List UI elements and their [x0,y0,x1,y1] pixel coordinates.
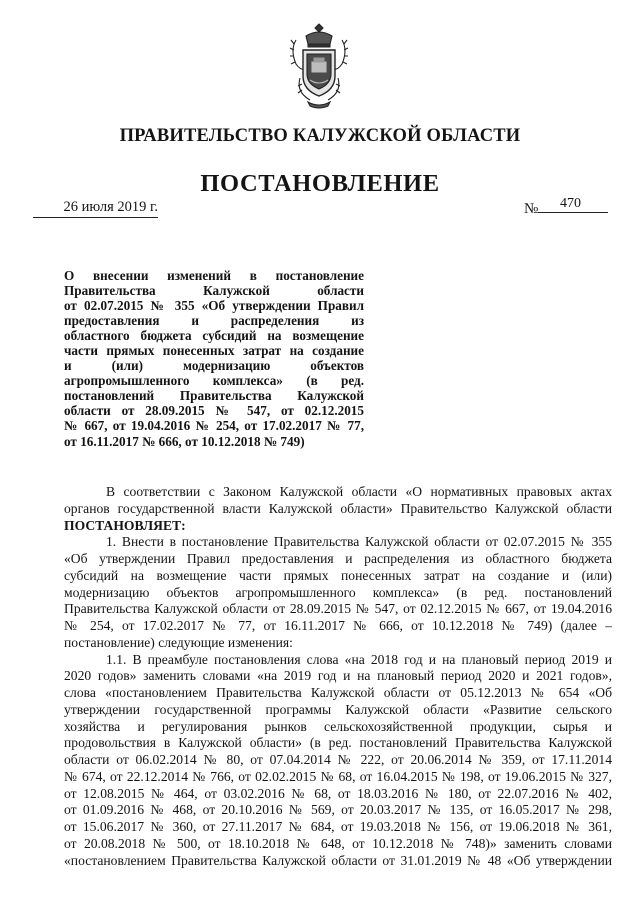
body-line: постановление) следующие изменения: [64,634,293,650]
body-line: № 254, от 17.02.2017 № 77, от 16.11.2017 № 666, от 10.12.2018 № 749) (далее – [64,618,612,633]
body-line: от 20.08.2018 № 500, от 18.10.2018 № 648, от 10.12.2018 № 748)» заменить словами [64,835,612,851]
body-line: 2020 годов» заменить словами «на 2019 год и на плановый период 2020 и 2021 годов», [64,668,612,684]
subject-line: постановлений Правительства Калужской [64,388,364,404]
subject-line: областного бюджета субсидий на возмещение [64,328,364,344]
subject-line: О внесении изменений в постановление [64,268,364,283]
body-line: «Об утверждении Правил предоставления и распределения из областного бюджета [64,551,612,566]
body-line: модернизацию объектов агропромышленного комплекса» (в ред. постановлений [64,584,612,600]
subject-line: Правительства Калужской области [64,283,364,299]
number-underline [538,212,608,213]
body-text [64,484,612,869]
body-line: слова «постановлением Правительства Калужской области от 05.12.2013 № 654 «Об [64,685,612,700]
subject-line: части прямых понесенных затрат на создание [64,343,364,359]
body-line: 1.1. В преамбуле постановления слова «на 2018 год и на плановый период 2019 и [106,651,612,667]
coat-of-arms-emblem [288,22,350,112]
document-number: 470 [560,196,581,211]
body-line: утверждении государственной программы Калужской области «Развитие сельского [64,701,612,717]
body-line: органов государственной власти Калужской области» Правительство Калужской области [64,500,612,516]
body-line: хозяйства и регулирования рынков сельскохозяйственной продукции, сырья и [64,718,612,734]
government-title: ПРАВИТЕЛЬСТВО КАЛУЖСКОЙ ОБЛАСТИ [119,126,521,146]
subject-line: от 16.11.2017 № 666, от 10.12.2018 № 749) [64,433,305,449]
document-type-heading: ПОСТАНОВЛЕНИЕ [200,170,440,197]
body-line: продовольствия в Калужской области» (в ред. постановлений Правительства Калужской [64,735,612,751]
subject-line: агропромышленного комплекса» (в ред. [64,373,364,389]
body-line: 1. Внести в постановление Правительства Калужской области от 02.07.2015 № 355 [106,534,612,550]
body-line: от 12.08.2015 № 464, от 03.02.2016 № 68, от 18.03.2016 № 180, от 22.07.2016 № 402, [64,785,612,801]
subject-line: № 667, от 19.04.2016 № 254, от 17.02.2017 № 77, [64,418,364,434]
body-line: № 674, от 22.12.2014 № 766, от 02.02.2015 № 68, от 16.04.2015 № 198, от 19.06.2015 № 327, [64,768,612,784]
body-line: области от 06.02.2014 № 80, от 07.04.2014 № 222, от 20.06.2014 № 359, от 17.11.2014 [64,752,612,767]
subject-block [64,268,364,449]
body-line: от 15.06.2017 № 360, от 27.11.2017 № 684, от 19.03.2018 № 156, от 19.06.2018 № 361, [64,819,612,834]
subject-line: от 02.07.2015 № 355 «Об утверждении Правил [64,298,364,314]
subject-line: предоставления и распределения из [64,313,364,329]
body-line: от 01.09.2016 № 468, от 20.10.2016 № 569, от 20.03.2017 № 135, от 16.05.2017 № 298, [64,802,612,818]
body-line: «постановлением Правительства Калужской области от 31.01.2019 № 48 «Об утверждении [64,852,612,868]
document-date: 26 июля 2019 г. [33,199,158,218]
body-line: Правительства Калужской области от 28.09.2015 № 547, от 02.12.2015 № 667, от 19.04.2016 [64,601,612,617]
body-line: субсидий на возмещение части прямых понесенных затрат на создание и (или) [64,567,612,583]
subject-line: и (или) модернизацию объектов [64,358,364,374]
subject-line: области от 28.09.2015 № 547, от 02.12.2015 [64,403,364,419]
number-label: № [524,201,539,217]
resolves-heading: ПОСТАНОВЛЯЕТ: [64,517,186,533]
body-line: В соответствии с Законом Калужской области «О нормативных правовых актах [106,484,612,499]
